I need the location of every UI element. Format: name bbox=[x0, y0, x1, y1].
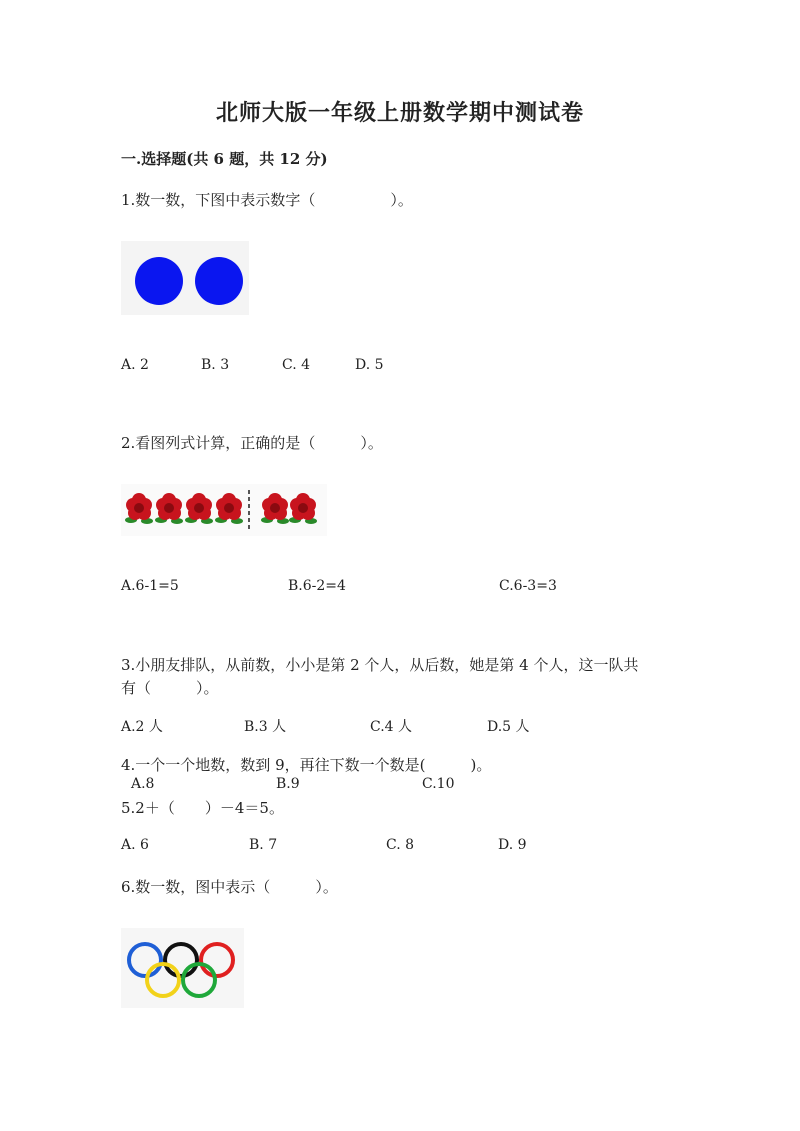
question-5-option-d[interactable]: D. 9 bbox=[498, 837, 527, 853]
rose-icon bbox=[125, 493, 153, 524]
question-2-option-c[interactable]: C.6-3=3 bbox=[499, 578, 557, 594]
green-ring bbox=[183, 964, 215, 996]
question-3-text-line2: 有（ ）。 bbox=[121, 679, 219, 697]
blue-dot bbox=[195, 257, 243, 305]
page-title: 北师大版一年级上册数学期中测试卷 bbox=[215, 100, 584, 126]
question-6-figure bbox=[121, 928, 244, 1008]
question-3-text-line1: 3.小朋友排队，从前数，小小是第 2 个人，从后数，她是第 4 个人，这一队共 bbox=[121, 656, 639, 674]
question-1-figure bbox=[121, 241, 249, 315]
section-heading: 一.选择题(共 6 题，共 12 分) bbox=[121, 150, 328, 168]
question-1-option-d[interactable]: D. 5 bbox=[355, 357, 384, 373]
question-3-option-c[interactable]: C.4 人 bbox=[370, 719, 413, 735]
red-ring bbox=[201, 944, 233, 976]
question-6-text: 6.数一数，图中表示（ ）。 bbox=[121, 878, 338, 896]
question-5-option-a[interactable]: A. 6 bbox=[121, 837, 149, 853]
question-2-figure bbox=[121, 484, 327, 536]
question-4-option-b[interactable]: B.9 bbox=[276, 776, 300, 792]
question-1-text: 1.数一数，下图中表示数字（ ）。 bbox=[121, 191, 413, 209]
question-4-text: 4.一个一个地数，数到 9，再往下数一个数是( )。 bbox=[121, 756, 492, 774]
question-3-option-a[interactable]: A.2 人 bbox=[121, 719, 163, 735]
roses-figure bbox=[121, 484, 327, 536]
question-4-option-a[interactable]: A.8 bbox=[131, 776, 155, 792]
question-3-option-d[interactable]: D.5 人 bbox=[487, 719, 530, 735]
olympic-rings-figure bbox=[121, 928, 244, 1008]
rose-icon bbox=[185, 493, 213, 524]
question-5-option-b[interactable]: B. 7 bbox=[249, 837, 278, 853]
question-1-option-c[interactable]: C. 4 bbox=[282, 357, 311, 373]
rose-icon bbox=[289, 493, 317, 524]
rose-icon bbox=[215, 493, 243, 524]
blue-dots-figure bbox=[121, 241, 249, 315]
question-2-option-a[interactable]: A.6-1=5 bbox=[121, 578, 179, 594]
question-1-option-b[interactable]: B. 3 bbox=[201, 357, 230, 373]
blue-ring bbox=[129, 944, 161, 976]
yellow-ring bbox=[147, 964, 179, 996]
question-2-option-b[interactable]: B.6-2=4 bbox=[288, 578, 346, 594]
blue-dot bbox=[135, 257, 183, 305]
question-3-option-b[interactable]: B.3 人 bbox=[244, 719, 287, 735]
black-ring bbox=[165, 944, 197, 976]
question-5-text: 5.2＋（ ）－4＝5。 bbox=[121, 799, 284, 817]
question-1-option-a[interactable]: A. 2 bbox=[121, 357, 149, 373]
question-4-option-c[interactable]: C.10 bbox=[422, 776, 455, 792]
rose-icon bbox=[261, 493, 289, 524]
rose-icon bbox=[155, 493, 183, 524]
question-2-text: 2.看图列式计算，正确的是（ ）。 bbox=[121, 434, 383, 452]
question-5-option-c[interactable]: C. 8 bbox=[386, 837, 415, 853]
